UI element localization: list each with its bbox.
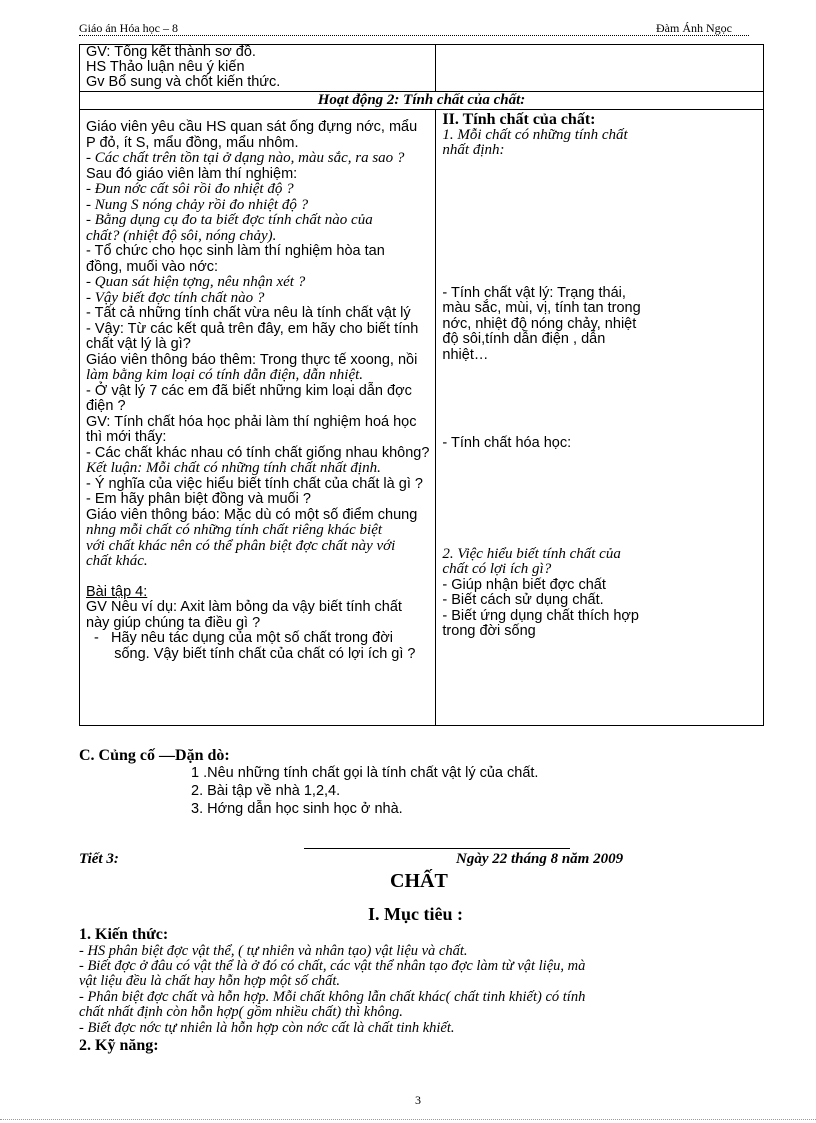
benefit-line: - Biết ứng dụng chất thích hợp: [442, 607, 639, 624]
page-bottom-edge: [0, 1119, 816, 1120]
left-line: Giáo viên yêu cầu HS quan sát ống đựng nớc, mẩu: [86, 119, 418, 135]
top-row-empty-cell: [436, 45, 764, 92]
left-line: - Em hãy phân biệt đồng và muối ?: [86, 491, 311, 507]
right-subtitle-2: 2. Việc hiểu biết tính chất của: [442, 545, 621, 562]
activity-title: Hoạt động 2: Tính chất của chất:: [80, 92, 764, 110]
physical-property-line: - Tính chất vật lý: Trạng thái,: [442, 284, 626, 301]
left-line: làm bằng kim loại có tính dẫn điện, dẫn nhiệt.: [86, 367, 364, 383]
left-line: - Các chất khác nhau có tính chất giống nhau không?: [86, 444, 430, 461]
right-subtitle-1: 1. Mỗi chất có những tính chất: [442, 126, 628, 143]
header-left: Giáo án Hóa học – 8: [79, 21, 178, 35]
right-subtitle-2: chất có lợi ích gì?: [442, 561, 552, 577]
left-line: nhng mỗi chất có những tính chất riêng khác biệt: [86, 522, 383, 538]
physical-property-line: nớc, nhiệt độ nóng chảy, nhiệt: [442, 315, 637, 332]
consolidate-item: 2. Bài tập về nhà 1,2,4.: [191, 783, 341, 799]
physical-property-line: nhiệt…: [442, 346, 489, 363]
knowledge-line: - Biết đợc nớc tự nhiên là hỗn hợp còn nớc cất là chất tinh khiết.: [79, 1020, 455, 1036]
left-line: Giáo viên thông báo thêm: Trong thực tế xoong, nồi: [86, 351, 418, 368]
left-line: Sau đó giáo viên làm thí nghiệm:: [86, 165, 298, 182]
left-line: - Ý nghĩa của việc hiểu biết tính chất của chất là gì ?: [86, 475, 423, 492]
left-line: - Vậy: Từ các kết quả trên đây, em hãy cho biết tính: [86, 320, 419, 337]
left-line: - Bằng dụng cụ đo ta biết đợc tính chất nào của: [86, 212, 373, 228]
benefit-line: trong đời sống: [442, 623, 536, 639]
left-line: Kết luận: Mỗi chất có những tính chất nhất định.: [86, 460, 381, 476]
left-line: - Vậy biết đợc tính chất nào ?: [86, 289, 265, 306]
table-row-top: [80, 45, 764, 92]
lesson-date: Ngày 22 tháng 8 năm 2009: [456, 851, 624, 867]
left-line: với chất khác nên có thể phân biệt đợc chất này với: [86, 537, 396, 554]
right-title: II. Tính chất của chất:: [442, 111, 596, 128]
left-line: - Các chất trên tồn tại ở dạng nào, màu sắc, ra sao ?: [86, 150, 405, 166]
exercise-title: Bài tập 4:: [86, 583, 148, 600]
left-line: này giúp chúng ta điều gì ?: [86, 614, 261, 631]
left-line: sống. Vậy biết tính chất của chất có lợi ích gì ?: [86, 645, 416, 662]
left-line: - Ở vật lý 7 các em đã biết những kim loại dẫn đợc: [86, 382, 412, 399]
physical-property-line: độ sôi,tính dẫn điện , dẫn: [442, 331, 606, 347]
left-line: GV: Tính chất hóa học phải làm thí nghiệm hoá học: [86, 413, 417, 430]
page-number: 3: [415, 1093, 421, 1107]
left-line: chất khác.: [86, 553, 148, 569]
top-row-line: HS Thảo luận nêu ý kiến: [86, 59, 245, 75]
left-line: [86, 570, 429, 585]
knowledge-line: vật liệu đều là chất hay hỗn hợp một số chất.: [79, 973, 341, 989]
left-line: GV Nêu ví dụ: Axit làm bỏng da vậy biết tính chất: [86, 599, 402, 615]
right-subtitle-1: nhất định:: [442, 142, 505, 158]
header-right: Đàm Ánh Ngọc: [656, 21, 732, 35]
consolidate-item: 3. Hớng dẫn học sinh học ở nhà.: [191, 801, 403, 817]
knowledge-line: chất nhất định còn hỗn hợp( gồm nhiều chất) thì không.: [79, 1004, 403, 1020]
benefit-line: - Biết cách sử dụng chất.: [442, 592, 604, 608]
top-row-line: Gv Bổ sung và chốt kiến thức.: [86, 74, 281, 90]
lesson-table: [79, 44, 764, 726]
knowledge-line: - Biết đợc ở đâu có vật thể là ở đó có chất, các vật thể nhân tạo đợc làm từ vật liệu, mà: [79, 958, 586, 974]
left-line: Giáo viên thông báo: Mặc dù có một số điểm chung: [86, 506, 418, 523]
right-column: [436, 110, 764, 726]
left-line: - Quan sát hiện tợng, nêu nhận xét ?: [86, 274, 306, 290]
benefit-line: - Giúp nhận biết đợc chất: [442, 576, 606, 593]
knowledge-title: 1. Kiến thức:: [79, 926, 169, 943]
left-line: - Hãy nêu tác dụng của một số chất trong đời: [86, 630, 393, 646]
period-label: Tiết 3:: [79, 851, 119, 867]
left-column: [80, 110, 436, 726]
left-line: - Đun nớc cất sôi rồi đo nhiệt độ ?: [86, 181, 294, 197]
skills-title: 2. Kỹ năng:: [79, 1037, 159, 1054]
header-divider: [79, 35, 749, 36]
physical-property-line: màu sắc, mùi, vị, tính tan trong: [442, 300, 641, 316]
top-row-line: GV: Tổng kết thành sơ đồ.: [86, 44, 256, 60]
left-line: chất vật lý là gì?: [86, 336, 191, 352]
left-line: thì mới thấy:: [86, 429, 167, 445]
left-line: - Tất cả những tính chất vừa nêu là tính chất vật lý: [86, 305, 411, 321]
left-line: điện ?: [86, 398, 126, 414]
left-line: đồng, muối vào nớc:: [86, 258, 219, 275]
chemical-property-line: - Tính chất hóa học:: [442, 435, 572, 451]
left-line: chất? (nhiệt độ sôi, nóng chảy).: [86, 227, 277, 244]
date-rule: [304, 848, 570, 849]
consolidate-title: C. Củng cố —Dặn dò:: [79, 747, 230, 764]
left-line: - Tổ chức cho học sinh làm thí nghiệm hòa tan: [86, 243, 385, 259]
lesson-title: CHẤT: [390, 870, 448, 892]
consolidate-item: 1 .Nêu những tính chất gọi là tính chất vật lý của chất.: [191, 765, 539, 781]
left-line: P đỏ, ít S, mẩu đồng, mẩu nhôm.: [86, 134, 299, 151]
knowledge-line: - Phân biệt đợc chất và hỗn hợp. Mỗi chất không lẫn chất khác( chất tinh khiết) có tính: [79, 989, 586, 1005]
table-row-content: [80, 110, 764, 726]
table-row-activity-title: [80, 92, 764, 110]
left-line: - Nung S nóng chảy rồi đo nhiệt độ ?: [86, 196, 309, 213]
section-title: I. Mục tiêu :: [368, 904, 463, 924]
knowledge-line: - HS phân biệt đợc vật thể, ( tự nhiên và nhân tạo) vật liệu và chất.: [79, 943, 468, 959]
